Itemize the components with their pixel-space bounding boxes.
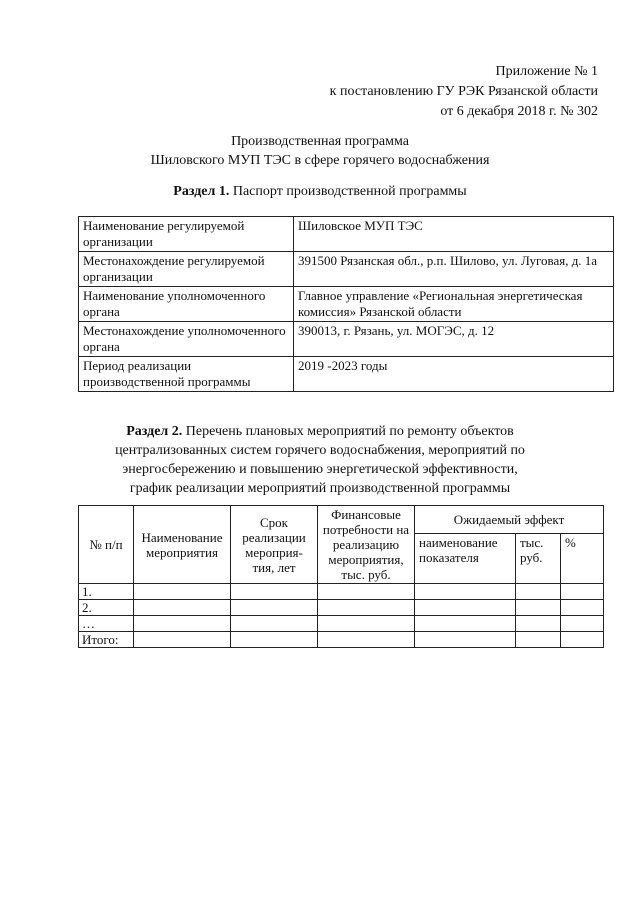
passport-key: Наименование регулируемой организации [79,217,294,252]
table-row [79,584,604,600]
cell [516,600,561,616]
passport-key: Местонахождение уполномоченного органа [79,322,294,357]
cell [516,632,561,648]
row-total: Итого: [79,632,134,648]
section-2-label: Раздел 2. [126,424,183,439]
cell [318,584,415,600]
passport-key: Местонахождение регулируемой организации [79,252,294,287]
cell [415,616,516,632]
passport-value: 2019 -2023 годы [294,357,614,392]
passport-table [78,216,614,392]
table-row [79,322,614,357]
appendix-line-2: к постановлению ГУ РЭК Рязанской области [329,84,598,99]
cell [134,616,231,632]
appendix-header [330,62,598,122]
row-number: 1. [79,584,134,600]
cell [318,600,415,616]
cell [516,584,561,600]
section-2-title: Перечень плановых мероприятий по ремонту объектов централизованных систем горячего водоснабжения, мероприятий по энергосбережению и повышению энергетической эффективности, график реализации мероприятий производственной программы [115,424,525,496]
table-row [79,252,614,287]
cell [318,632,415,648]
program-title-line-2: Шиловского МУП ТЭС в сфере горячего водоснабжения [150,153,490,168]
section-1-title: Паспорт производственной программы [229,184,467,199]
col-header-num: № п/п [79,506,134,584]
table-row [79,632,604,648]
row-number: 2. [79,600,134,616]
col-header-effect: Ожидаемый эффект [415,506,604,534]
cell [231,584,318,600]
plan-table [78,505,604,648]
section-1-heading [0,182,640,201]
table-row [79,357,614,392]
col-header-indicator: наименование показателя [415,533,516,583]
table-header-row [79,506,604,534]
passport-key: Период реализации производственной программы [79,357,294,392]
table-row [79,287,614,322]
cell [561,632,604,648]
program-title [0,132,640,170]
table-row [79,600,604,616]
row-number: … [79,616,134,632]
col-header-finance: Финансовые потребности на реализацию мероприятия, тыс. руб. [318,506,415,584]
cell [415,600,516,616]
col-header-percent: % [561,533,604,583]
table-row [79,616,604,632]
cell [134,584,231,600]
passport-value: 391500 Рязанская обл., р.п. Шилово, ул. Луговая, д. 1а [294,252,614,287]
table-row [79,217,614,252]
cell [415,584,516,600]
col-header-term: Срок реализации мероприя-тия, лет [231,506,318,584]
cell [231,616,318,632]
section-1-label: Раздел 1. [173,184,230,199]
passport-value: Шиловское МУП ТЭС [294,217,614,252]
col-header-name: Наименование мероприятия [134,506,231,584]
passport-key: Наименование уполномоченного органа [79,287,294,322]
cell [561,600,604,616]
appendix-line-3: от 6 декабря 2018 г. № 302 [440,104,598,119]
cell [561,584,604,600]
passport-value: Главное управление «Региональная энергетическая комиссия» Рязанской области [294,287,614,322]
program-title-line-1: Производственная программа [231,134,409,149]
cell [561,616,604,632]
cell [134,632,231,648]
cell [231,600,318,616]
passport-value: 390013, г. Рязань, ул. МОГЭС, д. 12 [294,322,614,357]
cell [134,600,231,616]
cell [318,616,415,632]
appendix-line-1: Приложение № 1 [495,64,598,79]
cell [415,632,516,648]
cell [516,616,561,632]
section-2-heading [100,422,540,498]
cell [231,632,318,648]
col-header-thousand-rub: тыс. руб. [516,533,561,583]
